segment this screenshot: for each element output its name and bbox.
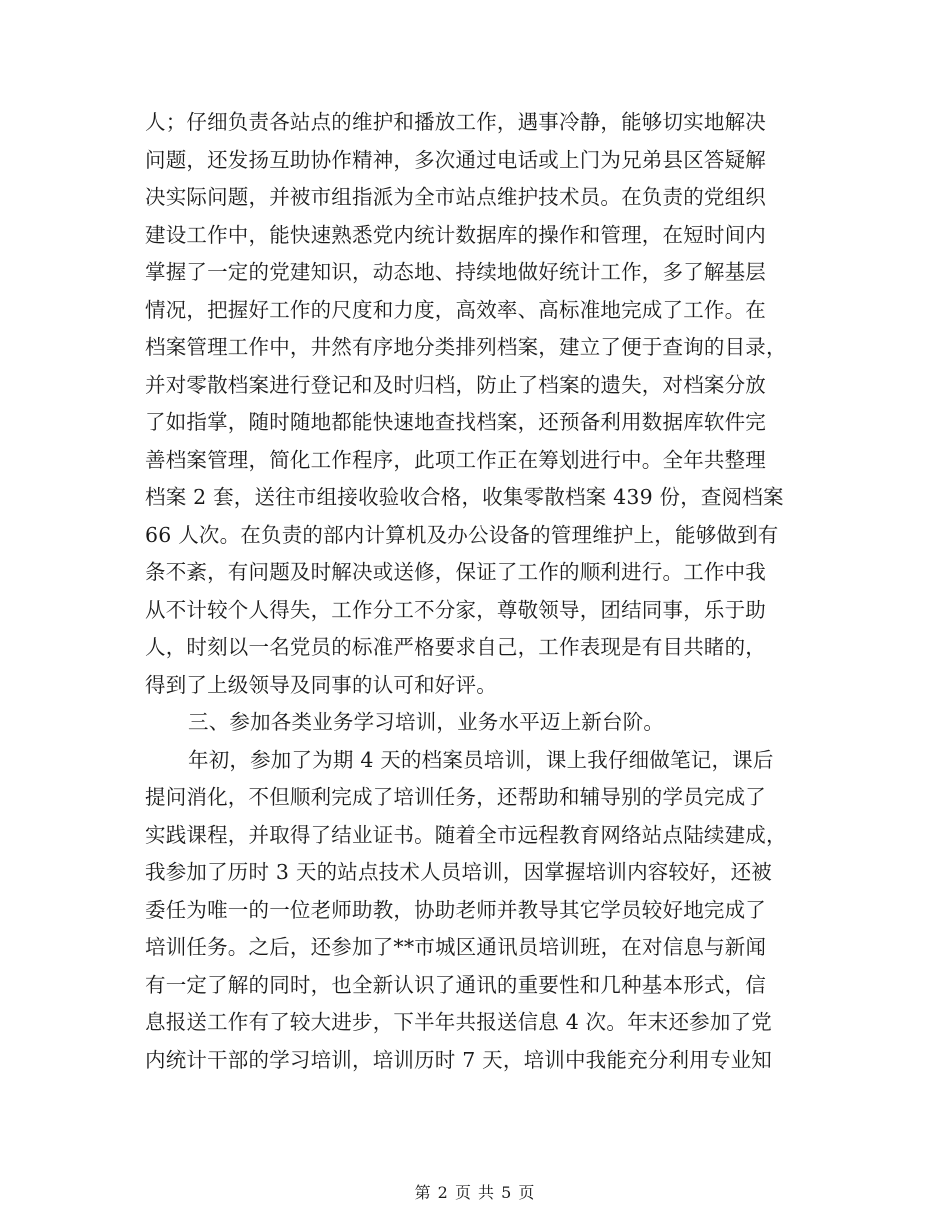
body-line: 得到了上级领导及同事的认可和好评。 — [145, 672, 497, 697]
body-line: 条不紊，有问题及时解决或送修，保证了工作的顺利进行。工作中我 — [145, 560, 766, 584]
body-line: 并对零散档案进行登记和及时归档，防止了档案的遗失，对档案分放 — [145, 372, 766, 397]
body-line: 我参加了历时 3 天的站点技术人员培训，因掌握培训内容较好，还被 — [145, 860, 772, 884]
body-line: 提问消化，不但顺利完成了培训任务，还帮助和辅导别的学员完成了 — [145, 785, 766, 809]
body-line: 委任为唯一的一位老师助教，协助老师并教导其它学员较好地完成了 — [145, 897, 766, 922]
body-line: 档案管理工作中，井然有序地分类排列档案，建立了便于查询的目录， — [145, 335, 787, 359]
body-line: 档案 2 套，送往市组接收验收合格，收集零散档案 439 份，查阅档案 — [145, 485, 784, 509]
body-line: 掌握了一定的党建知识，动态地、持续地做好统计工作，多了解基层 — [145, 260, 766, 284]
section-heading: 三、参加各类业务学习培训，业务水平迈上新台阶。 — [188, 710, 665, 734]
body-line: 善档案管理，简化工作程序，此项工作正在筹划进行中。全年共整理 — [145, 447, 766, 472]
body-line: 培训任务。之后，还参加了**市城区通讯员培训班，在对信息与新闻 — [145, 935, 767, 959]
body-line: 66 人次。在负责的部内计算机及办公设备的管理维护上，能够做到有 — [145, 522, 779, 547]
paragraph-first-line: 年初，参加了为期 4 天的档案员培训，课上我仔细做笔记，课后 — [188, 747, 774, 772]
body-line: 问题，还发扬互助协作精神，多次通过电话或上门为兄弟县区答疑解 — [145, 147, 766, 172]
body-line: 从不计较个人得失，工作分工不分家，尊敬领导，团结同事，乐于助 — [145, 597, 766, 622]
body-line: 了如指掌，随时随地都能快速地查找档案，还预备利用数据库软件完 — [145, 410, 766, 434]
body-line: 建设工作中，能快速熟悉党内统计数据库的操作和管理，在短时间内 — [145, 222, 766, 247]
body-line: 人；仔细负责各站点的维护和播放工作，遇事冷静，能够切实地解决 — [145, 110, 766, 134]
body-line: 人，时刻以一名党员的标准严格要求自己，工作表现是有目共睹的， — [145, 635, 766, 659]
body-line: 情况，把握好工作的尺度和力度，高效率、高标准地完成了工作。在 — [145, 297, 766, 322]
body-line: 内统计干部的学习培训，培训历时 7 天，培训中我能充分利用专业知 — [145, 1047, 772, 1072]
page-number-footer: 第 2 页 共 5 页 — [414, 1183, 536, 1202]
body-line: 息报送工作有了较大进步，下半年共报送信息 4 次。年末还参加了党 — [145, 1010, 772, 1034]
document-body — [145, 104, 805, 1079]
body-line: 实践课程，并取得了结业证书。随着全市远程教育网络站点陆续建成， — [145, 822, 787, 847]
body-line: 有一定了解的同时，也全新认识了通讯的重要性和几种基本形式，信 — [145, 972, 766, 997]
body-line: 决实际问题，并被市组指派为全市站点维护技术员。在负责的党组织 — [145, 185, 766, 209]
